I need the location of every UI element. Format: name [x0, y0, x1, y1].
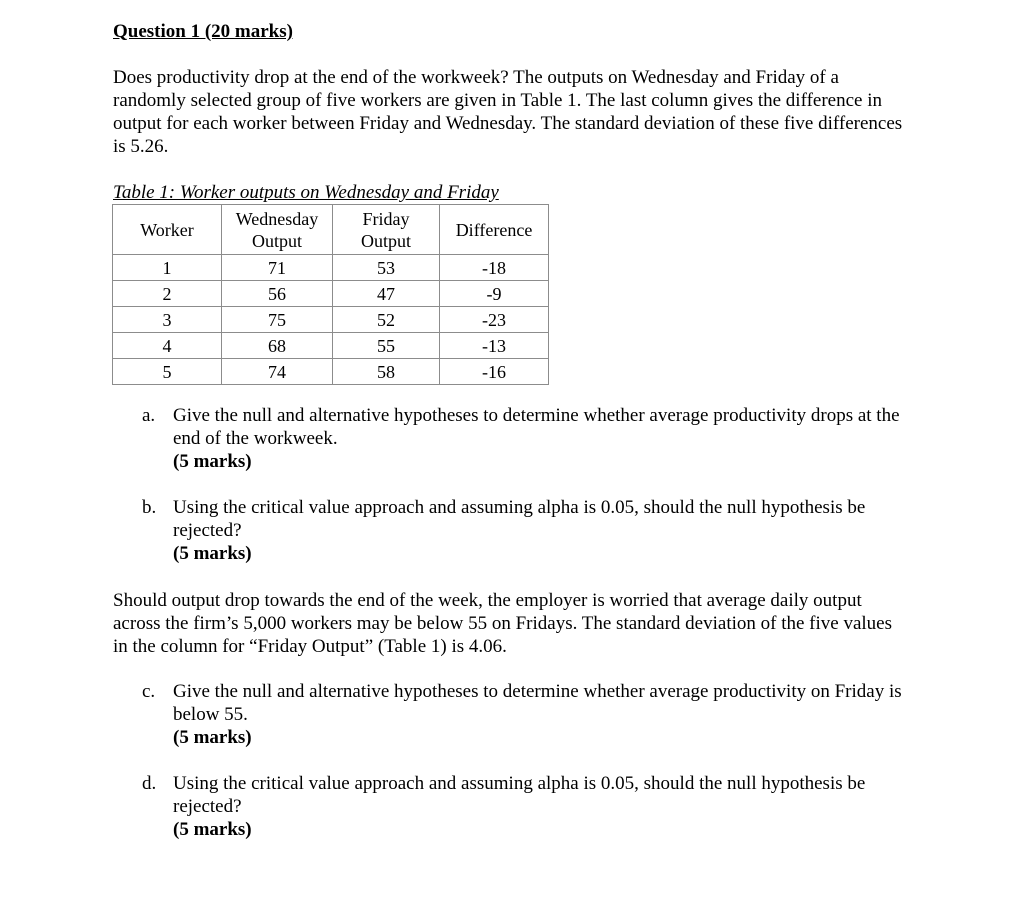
cell-wednesday: 56 [222, 281, 333, 307]
header-worker-label: Worker [140, 219, 194, 240]
cell-wednesday: 74 [222, 359, 333, 385]
header-worker [113, 205, 222, 255]
part-marks: (5 marks) [173, 451, 252, 472]
cell-friday: 55 [333, 333, 440, 359]
table-header-row [113, 205, 549, 255]
part-text: Using the critical value approach and assuming alpha is 0.05, should the null hypothesis be rejected? [173, 497, 866, 541]
part-letter: d. [142, 773, 157, 794]
cell-difference: -23 [440, 307, 549, 333]
cell-friday: 53 [333, 255, 440, 281]
cell-wednesday: 71 [222, 255, 333, 281]
intro-paragraph: Does productivity drop at the end of the workweek? The outputs on Wednesday and Friday of a randomly selected group of five workers are given in Table 1. The last column gives the difference in output for each worker between Friday and Wednesday. The standard deviation of these five differences is 5.26. [113, 67, 903, 157]
header-difference [440, 205, 549, 255]
header-difference-label: Difference [455, 219, 533, 240]
table-caption: Table 1: Worker outputs on Wednesday and Friday [113, 182, 499, 203]
part-marks: (5 marks) [173, 819, 252, 840]
cell-worker: 2 [113, 281, 222, 307]
header-wednesday-output [222, 205, 333, 255]
question-heading: Question 1 (20 marks) [113, 21, 293, 42]
part-letter: a. [142, 405, 156, 426]
part-letter: b. [142, 497, 157, 518]
part-letter: c. [142, 681, 156, 702]
cell-worker: 1 [113, 255, 222, 281]
part-marks: (5 marks) [173, 543, 252, 564]
part-text: Give the null and alternative hypotheses to determine whether average productivity drops at the end of the workweek. [173, 405, 900, 449]
worker-output-table [112, 204, 549, 385]
header-friday-line2: Output [360, 230, 411, 251]
cell-wednesday: 75 [222, 307, 333, 333]
cell-worker: 5 [113, 359, 222, 385]
table-row [113, 255, 549, 281]
cell-friday: 47 [333, 281, 440, 307]
cell-worker: 4 [113, 333, 222, 359]
part-marks: (5 marks) [173, 727, 252, 748]
cell-friday: 58 [333, 359, 440, 385]
cell-friday: 52 [333, 307, 440, 333]
cell-difference: -18 [440, 255, 549, 281]
header-wednesday-line2: Output [251, 230, 302, 251]
table-row [113, 307, 549, 333]
table-row [113, 359, 549, 385]
cell-difference: -13 [440, 333, 549, 359]
cell-worker: 3 [113, 307, 222, 333]
second-paragraph: Should output drop towards the end of the week, the employer is worried that average daily output across the firm’s 5,000 workers may be below 55 on Fridays. The standard deviation of the five values in the column for “Friday Output” (Table 1) is 4.06. [113, 590, 892, 657]
cell-difference: -9 [440, 281, 549, 307]
table-row [113, 333, 549, 359]
cell-wednesday: 68 [222, 333, 333, 359]
header-wednesday-line1: Wednesday [235, 208, 319, 229]
header-friday-line1: Friday [362, 208, 410, 229]
table-row [113, 281, 549, 307]
part-text: Give the null and alternative hypotheses to determine whether average productivity on Friday is below 55. [173, 681, 902, 725]
header-friday-output [333, 205, 440, 255]
cell-difference: -16 [440, 359, 549, 385]
part-text: Using the critical value approach and assuming alpha is 0.05, should the null hypothesis be rejected? [173, 773, 866, 817]
